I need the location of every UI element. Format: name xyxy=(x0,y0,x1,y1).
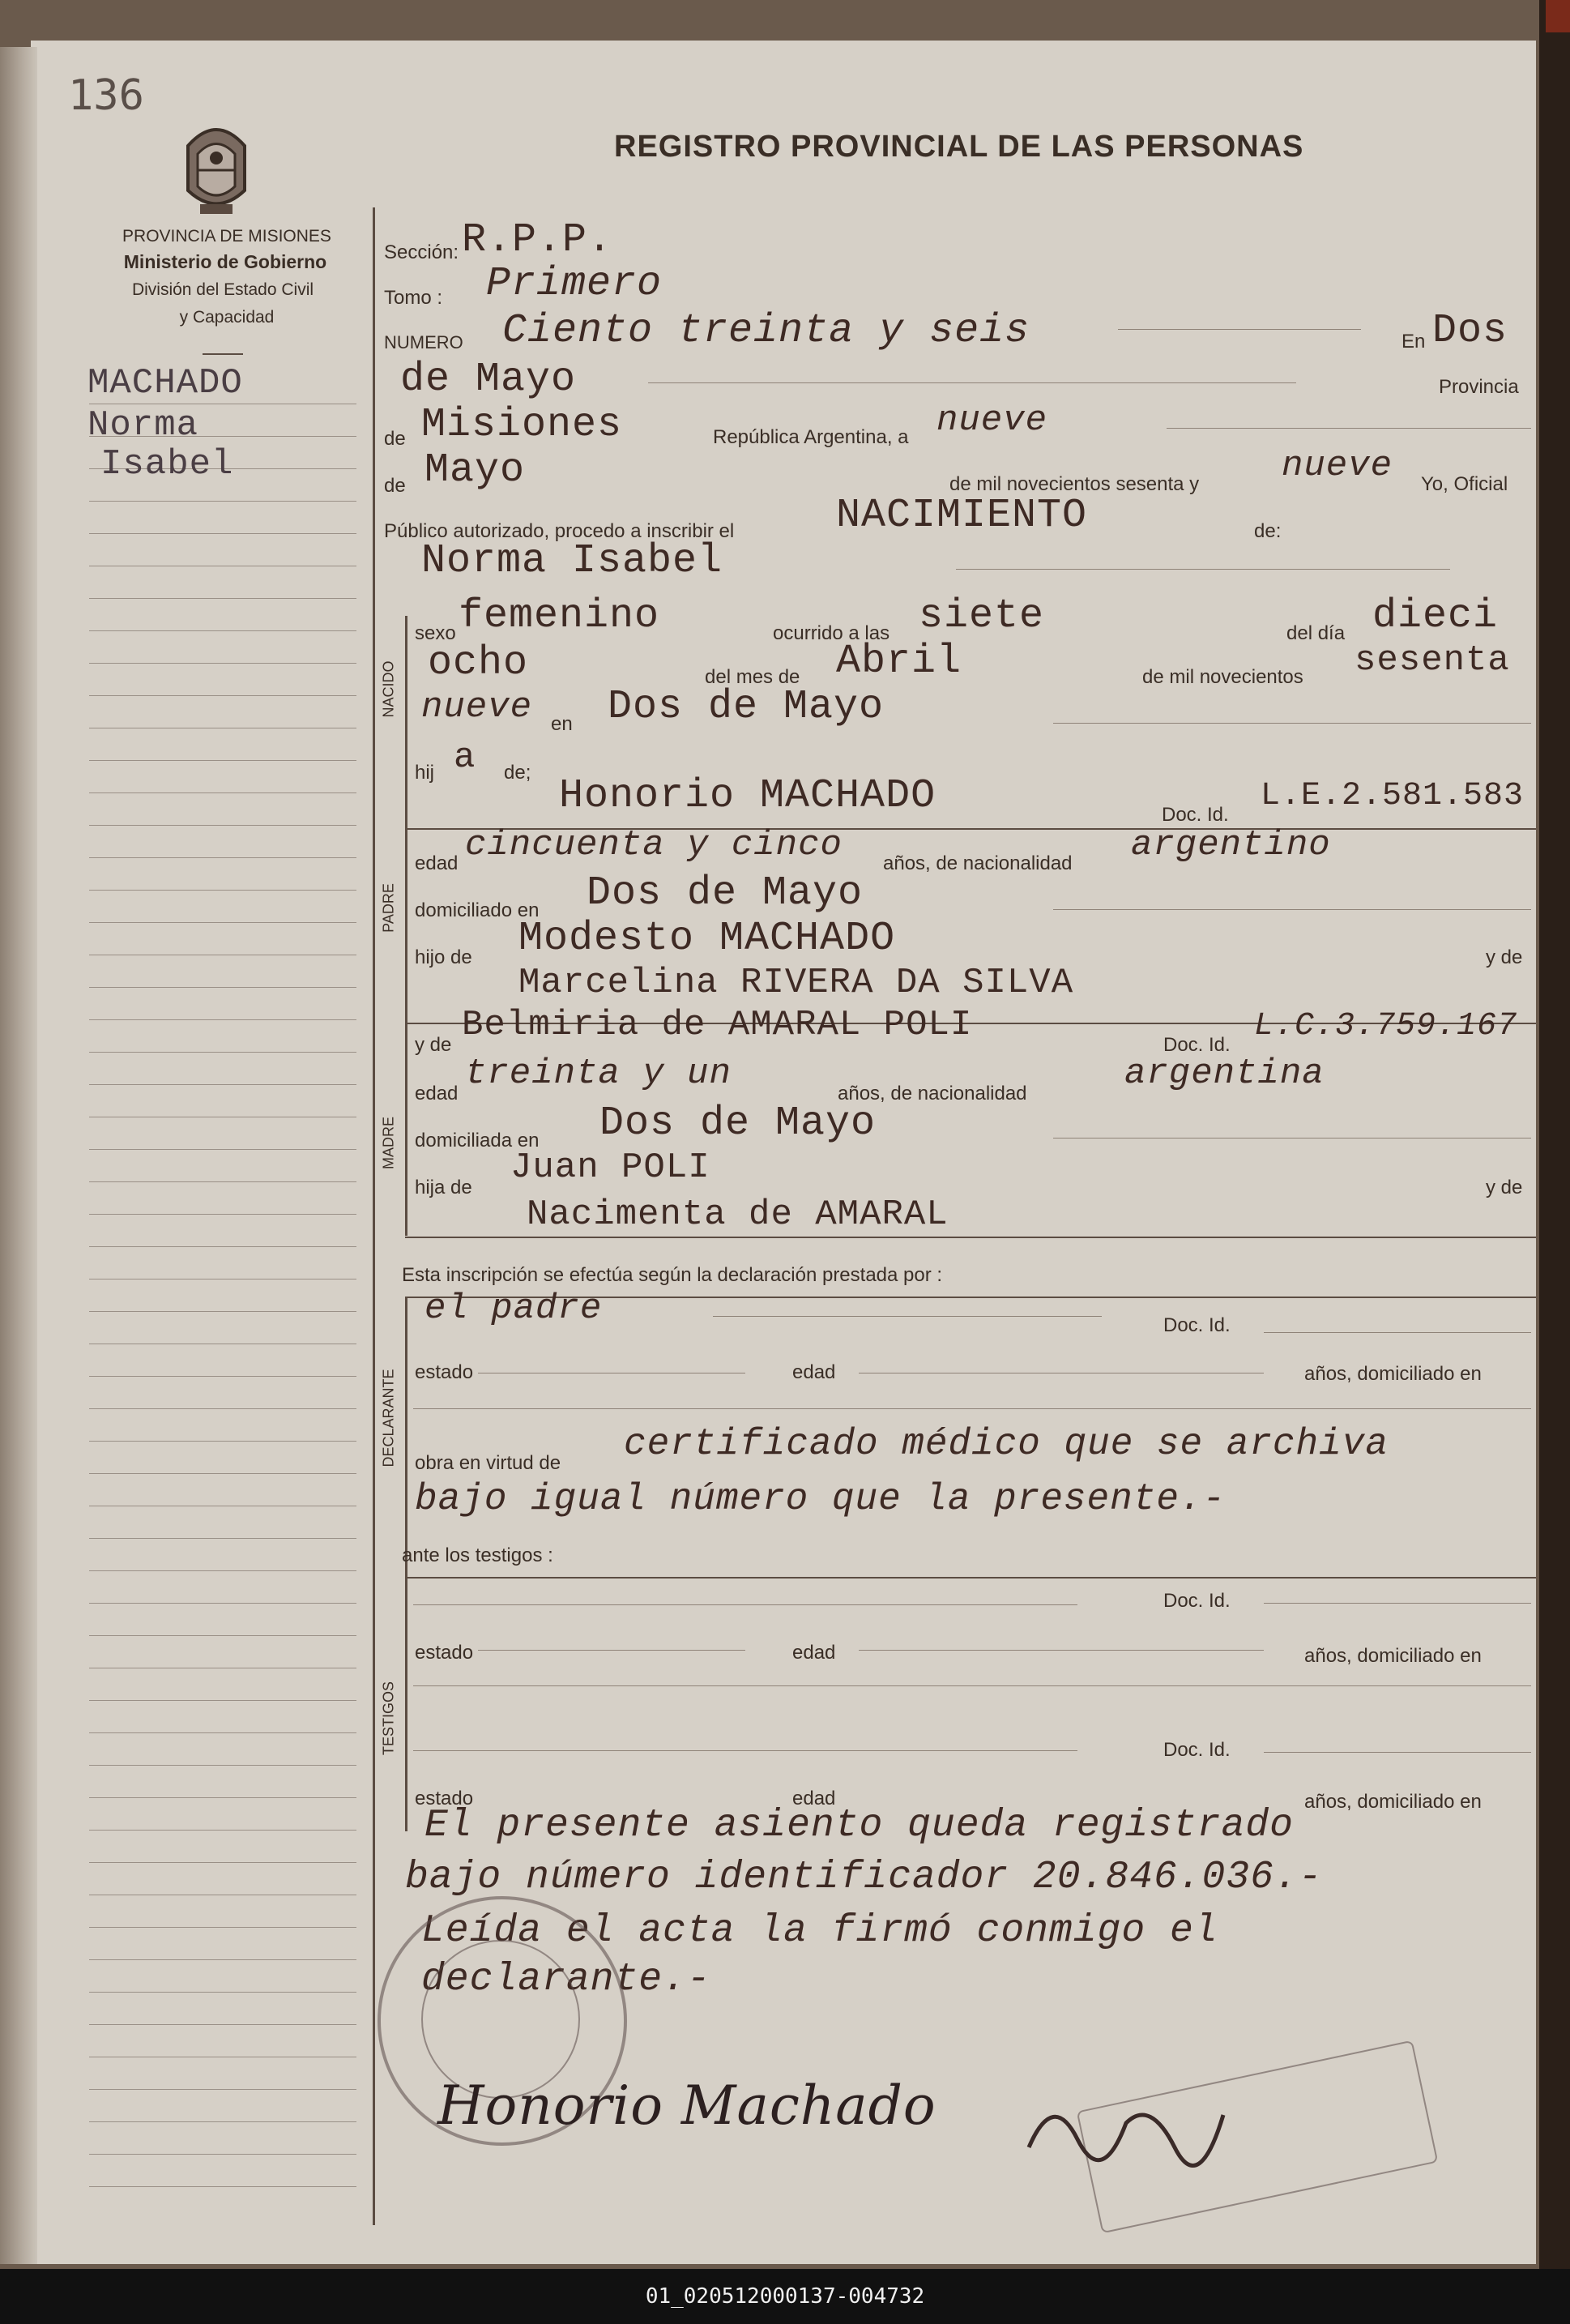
value-place2: de Mayo xyxy=(400,357,577,403)
label-madre-doc: Doc. Id. xyxy=(1163,1034,1231,1056)
dash-testigo2-doc xyxy=(1264,1752,1531,1753)
dash-dia xyxy=(1167,428,1531,429)
signature: Honorio Machado xyxy=(437,2074,936,2137)
value-dia-nac: dieci xyxy=(1372,593,1499,639)
label-padre-hijo: hijo de xyxy=(415,946,472,968)
main-left-rule xyxy=(373,207,375,2225)
label-del-dia: del día xyxy=(1286,622,1346,644)
coat-of-arms-icon xyxy=(180,113,253,219)
value-anio: nueve xyxy=(1282,446,1393,486)
label-madre-hija: hija de xyxy=(415,1177,472,1198)
label-padre-anos: años, de nacionalidad xyxy=(883,852,1073,874)
label-testigo1-anos: años, domiciliado en xyxy=(1304,1645,1482,1667)
value-madre-dom: Dos de Mayo xyxy=(599,1100,877,1147)
note-line-3: Leída el acta la firmó conmigo el xyxy=(421,1909,1218,1953)
label-provincia: Provincia xyxy=(1439,376,1519,398)
value-madre-nombre: Belmiria de AMARAL POLI xyxy=(462,1005,973,1045)
value-padre-dom: Dos de Mayo xyxy=(587,870,864,916)
label-madre-dom: domiciliada en xyxy=(415,1130,540,1151)
label-yo-oficial: Yo, Oficial xyxy=(1421,473,1508,495)
dash-testigo1-edad xyxy=(859,1650,1264,1651)
label-padre-doc: Doc. Id. xyxy=(1162,804,1229,826)
margin-middle-name: Isabel xyxy=(100,444,234,485)
official-signature-scribble xyxy=(1021,2074,1231,2172)
org-province: PROVINCIA DE MISIONES xyxy=(122,227,331,246)
label-ante: ante los testigos : xyxy=(402,1544,553,1566)
label-seccion: Sección: xyxy=(384,241,459,263)
org-rule xyxy=(203,353,243,355)
value-anio-nac: sesenta xyxy=(1355,640,1510,681)
note-line-4: declarante.- xyxy=(421,1958,711,2001)
label-testigo1-estado: estado xyxy=(415,1642,474,1664)
side-label-declarante: DECLARANTE xyxy=(380,1369,397,1467)
image-identifier: 01_020512000137-004732 xyxy=(0,2269,1570,2324)
value-nombre: Norma Isabel xyxy=(421,538,723,584)
note-line-2: bajo número identificador 20.846.036.- xyxy=(405,1856,1323,1899)
label-madre-anos: años, de nacionalidad xyxy=(838,1083,1027,1104)
value-madre-doc: L.C.3.759.167 xyxy=(1254,1008,1518,1045)
side-label-padre: PADRE xyxy=(380,883,397,933)
value-anio-nac2: nueve xyxy=(421,687,533,728)
value-provincia: Misiones xyxy=(421,402,623,448)
label-testigo2-edad: edad xyxy=(792,1788,836,1809)
label-de-mes: de xyxy=(384,475,406,497)
rule-testigos-top xyxy=(405,1577,1536,1579)
value-padre-doc: L.E.2.581.583 xyxy=(1261,778,1525,814)
side-label-testigos: TESTIGOS xyxy=(380,1681,397,1756)
value-padre-padre: Modesto MACHADO xyxy=(518,916,896,962)
label-del-mes: del mes de xyxy=(705,666,800,688)
dash-lugar xyxy=(1053,723,1531,724)
label-ocurrido: ocurrido a las xyxy=(773,622,890,644)
side-label-madre: MADRE xyxy=(380,1117,397,1170)
page-number: 136 xyxy=(68,71,144,120)
label-sexo: sexo xyxy=(415,622,456,644)
side-label-nacido: NACIDO xyxy=(380,660,397,718)
label-en-lugar: en xyxy=(551,713,573,735)
label-padre-edad: edad xyxy=(415,852,459,874)
value-madre-madre: Nacimenta de AMARAL xyxy=(527,1194,949,1235)
label-testigo2-estado: estado xyxy=(415,1788,474,1809)
value-obra2: bajo igual número que la presente.- xyxy=(415,1478,1227,1520)
dash-nombre xyxy=(956,569,1450,570)
value-seccion: R.P.P. xyxy=(462,217,613,263)
label-de-colon: de: xyxy=(1254,520,1282,542)
value-obra1: certificado médico que se archiva xyxy=(624,1423,1389,1465)
value-mes-nac: Abril xyxy=(836,639,962,685)
dash-padre-dom xyxy=(1053,909,1531,910)
label-republica: República Argentina, a xyxy=(713,426,909,448)
value-padre-nombre: Honorio MACHADO xyxy=(559,773,936,819)
value-padre-nac: argentino xyxy=(1131,825,1331,865)
value-padre-madre: Marcelina RIVERA DA SILVA xyxy=(518,963,1074,1003)
value-en-place: Dos xyxy=(1432,308,1508,354)
label-hij: hij xyxy=(415,762,435,784)
dash-testigo1-doc xyxy=(1264,1603,1531,1604)
label-madre-edad: edad xyxy=(415,1083,459,1104)
rule-madre-bottom xyxy=(405,1237,1536,1238)
value-lugar-nac: Dos de Mayo xyxy=(608,684,885,730)
dash-declarante-doc xyxy=(1264,1332,1531,1333)
dash-testigo1-estado xyxy=(478,1650,745,1651)
label-tomo: Tomo : xyxy=(384,287,443,309)
label-mil-sesenta: de mil novecientos sesenta y xyxy=(949,473,1200,495)
label-decl-edad: edad xyxy=(792,1361,836,1383)
label-mil-novecientos: de mil novecientos xyxy=(1142,666,1303,688)
label-testigo2-doc: Doc. Id. xyxy=(1163,1739,1231,1761)
label-de-semi: de; xyxy=(504,762,531,784)
label-padre-dom: domiciliado en xyxy=(415,899,540,921)
margin-surname: MACHADO xyxy=(87,363,243,404)
value-acto: NACIMIENTO xyxy=(836,493,1088,539)
book-binding xyxy=(0,47,37,2264)
value-dia: nueve xyxy=(936,400,1048,441)
label-declarante-doc: Doc. Id. xyxy=(1163,1314,1231,1336)
dash-testigo2 xyxy=(413,1750,1077,1751)
label-decl-anos: años, domiciliado en xyxy=(1304,1363,1482,1385)
dash-madre-dom xyxy=(1053,1138,1531,1139)
org-ministry: Ministerio de Gobierno xyxy=(123,251,327,272)
dash-testigo1-dom xyxy=(413,1685,1531,1686)
label-publico: Público autorizado, procedo a inscribir el xyxy=(384,520,735,542)
dash-declarante xyxy=(713,1316,1102,1317)
note-line-1: El presente asiento queda registrado xyxy=(424,1804,1294,1848)
margin-first-name: Norma xyxy=(87,405,199,446)
value-numero: Ciento treinta y seis xyxy=(502,308,1030,354)
value-dia-nac2: ocho xyxy=(428,640,529,686)
value-mes: Mayo xyxy=(424,447,526,493)
value-madre-padre: Juan POLI xyxy=(510,1147,710,1188)
label-en: En xyxy=(1401,331,1426,352)
label-de-provincia: de xyxy=(384,428,406,450)
value-hora: siete xyxy=(919,593,1045,639)
value-madre-nac: argentina xyxy=(1124,1053,1325,1094)
org-division: División del Estado Civil xyxy=(131,280,314,299)
label-decl-estado: estado xyxy=(415,1361,474,1383)
value-madre-edad: treinta y un xyxy=(465,1053,732,1094)
book-edge-corner xyxy=(1546,0,1570,32)
value-tomo: Primero xyxy=(486,261,663,307)
label-testigo1-doc: Doc. Id. xyxy=(1163,1590,1231,1612)
label-declaracion: Esta inscripción se efectúa según la declaración prestada por : xyxy=(402,1264,943,1286)
label-numero: NUMERO xyxy=(384,332,463,352)
dash-numero xyxy=(1118,329,1361,330)
value-sexo: femenino xyxy=(459,593,660,639)
label-madre-y-de: y de xyxy=(415,1034,452,1056)
label-testigo1-edad: edad xyxy=(792,1642,836,1664)
label-madre-y-de2: y de xyxy=(1486,1177,1523,1198)
dash-decl-dom xyxy=(413,1408,1531,1409)
dash-place xyxy=(648,382,1296,383)
register-title: REGISTRO PROVINCIAL DE LAS PERSONAS xyxy=(614,130,1304,164)
book-edge xyxy=(1539,0,1570,2269)
value-padre-edad: cincuenta y cinco xyxy=(465,825,843,865)
label-padre-y-de: y de xyxy=(1486,946,1523,968)
value-hij-suffix: a xyxy=(454,737,476,778)
section-rule xyxy=(405,616,407,1236)
value-declarante: el padre xyxy=(424,1288,603,1329)
label-testigo2-anos: años, domiciliado en xyxy=(1304,1791,1482,1813)
dash-testigo1 xyxy=(413,1604,1077,1605)
org-capacity: y Capacidad xyxy=(179,308,275,327)
label-obra: obra en virtud de xyxy=(415,1452,561,1474)
